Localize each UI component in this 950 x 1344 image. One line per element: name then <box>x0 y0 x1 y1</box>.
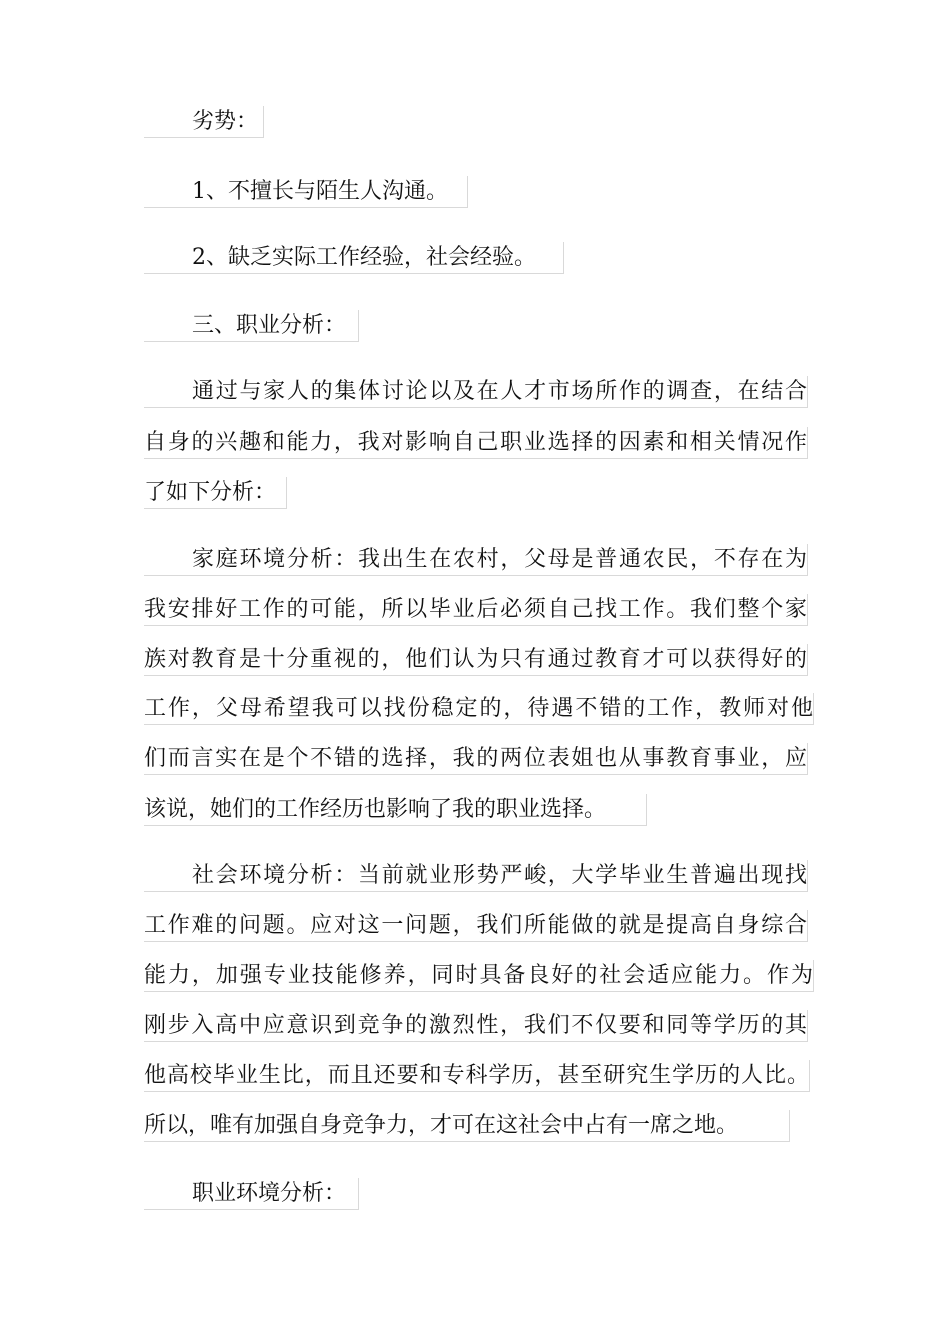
heading-career-environment: 职业环境分析： <box>144 1178 359 1210</box>
paragraph-family-line: 族对教育是十分重视的，他们认为只有通过教育才可以获得好的 <box>144 644 808 676</box>
paragraph-family-line: 该说，她们的工作经历也影响了我的职业选择。 <box>144 794 647 826</box>
paragraph-family-line: 们而言实在是个不错的选择，我的两位表姐也从事教育事业，应 <box>144 743 808 775</box>
heading-weaknesses: 劣势： <box>144 106 264 138</box>
paragraph-intro-line: 了如下分析： <box>144 477 287 509</box>
paragraph-intro-line: 通过与家人的集体讨论以及在人才市场所作的调查，在结合 <box>144 376 808 408</box>
paragraph-family-line: 工作，父母希望我可以找份稳定的，待遇不错的工作，教师对他 <box>144 693 814 725</box>
paragraph-society-line: 工作难的问题。应对这一问题，我们所能做的就是提高自身综合 <box>144 910 808 942</box>
paragraph-family-line: 家庭环境分析：我出生在农村，父母是普通农民，不存在为 <box>144 544 808 576</box>
paragraph-intro-line: 自身的兴趣和能力，我对影响自己职业选择的因素和相关情况作 <box>144 427 808 459</box>
weakness-item-1: 1、不擅长与陌生人沟通。 <box>144 176 468 208</box>
paragraph-society-line: 能力，加强专业技能修养，同时具备良好的社会适应能力。作为 <box>144 960 814 992</box>
paragraph-society-line: 所以，唯有加强自身竞争力，才可在这社会中占有一席之地。 <box>144 1110 790 1142</box>
section-heading-career-analysis: 三、职业分析： <box>144 310 359 342</box>
paragraph-society-line: 他高校毕业生比，而且还要和专科学历，甚至研究生学历的人比。 <box>144 1060 810 1092</box>
paragraph-family-line: 我安排好工作的可能，所以毕业后必须自己找工作。我们整个家 <box>144 594 808 626</box>
paragraph-society-line: 刚步入高中应意识到竞争的激烈性，我们不仅要和同等学历的其 <box>144 1010 808 1042</box>
paragraph-society-line: 社会环境分析：当前就业形势严峻，大学毕业生普遍出现找 <box>144 860 808 892</box>
weakness-item-2: 2、缺乏实际工作经验，社会经验。 <box>144 242 564 274</box>
